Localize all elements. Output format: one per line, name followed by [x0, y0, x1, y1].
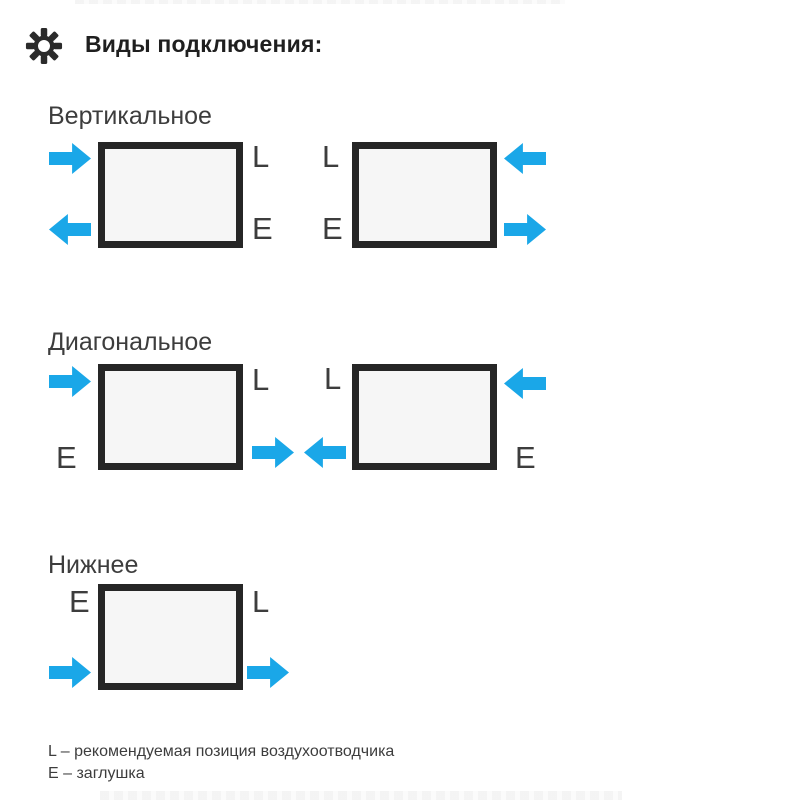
section-label-vertical: Вертикальное	[48, 102, 212, 130]
section-label-bottom: Нижнее	[48, 551, 139, 579]
radiator-box	[98, 142, 243, 248]
radiator-box	[98, 364, 243, 470]
flow-in-arrow-icon	[49, 657, 91, 688]
port-label-l: L	[252, 139, 270, 174]
port-label-l: L	[252, 584, 270, 619]
port-label-e: E	[322, 211, 343, 246]
cropped-text-artifact-top	[75, 0, 565, 4]
cropped-text-artifact-bottom	[100, 791, 622, 800]
flow-out-arrow-icon	[252, 437, 294, 468]
legend	[48, 741, 394, 785]
port-label-l: L	[322, 139, 340, 174]
page-title: Виды подключения:	[85, 31, 323, 57]
port-label-e: E	[515, 440, 536, 475]
flow-in-arrow-icon	[504, 368, 546, 399]
port-label-l: L	[324, 361, 342, 396]
radiator-box	[352, 364, 497, 470]
port-label-l: L	[252, 362, 270, 397]
flow-in-arrow-icon	[504, 143, 546, 174]
flow-out-arrow-icon	[504, 214, 546, 245]
section-label-diagonal: Диагональное	[48, 328, 213, 356]
port-label-e: E	[56, 440, 77, 475]
flow-out-arrow-icon	[49, 214, 91, 245]
port-label-e: E	[69, 584, 90, 619]
legend-line-l: L – рекомендуемая позиция воздухоотводчика	[48, 743, 395, 760]
flow-in-arrow-icon	[49, 366, 91, 397]
flow-out-arrow-icon	[247, 657, 289, 688]
flow-out-arrow-icon	[304, 437, 346, 468]
radiator-box	[98, 584, 243, 690]
port-label-e: E	[252, 211, 273, 246]
radiator-box	[352, 142, 497, 248]
gear-icon	[25, 26, 63, 66]
legend-line-e: E – заглушка	[48, 765, 145, 782]
flow-in-arrow-icon	[49, 143, 91, 174]
